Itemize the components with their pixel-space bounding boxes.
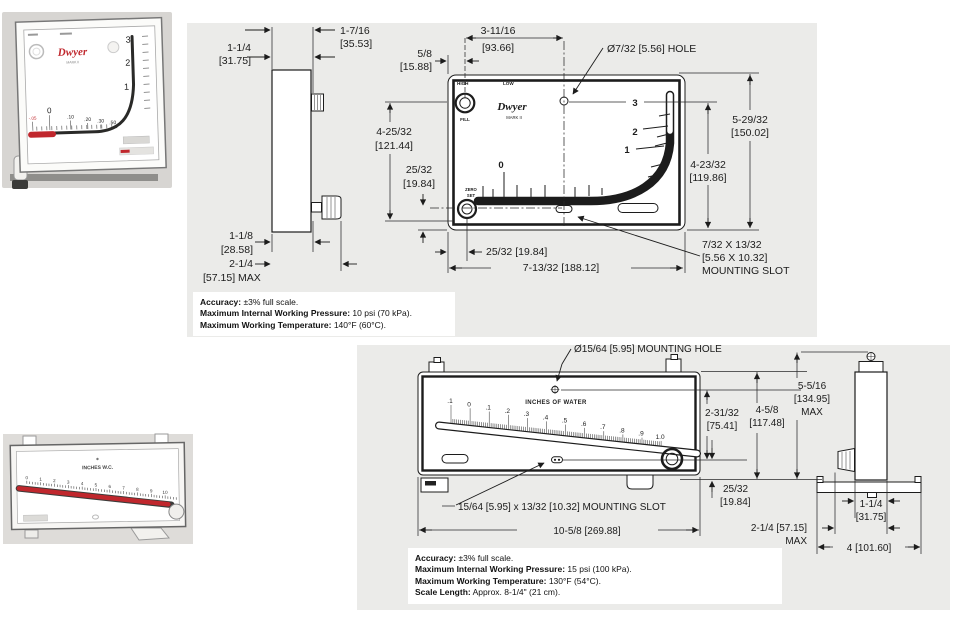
scale-label: 9 xyxy=(149,488,153,494)
scale-label: 8 xyxy=(136,486,139,492)
scale-label: 0 xyxy=(467,401,471,409)
svg-text:[19.84]: [19.84] xyxy=(402,178,436,190)
model-label: MARK II xyxy=(66,60,80,65)
scale-label: 0 xyxy=(46,106,52,116)
scale-label: .9 xyxy=(638,430,644,438)
scale-label: 4 xyxy=(80,481,84,487)
hole-callout: Ø15/64 [5.95] MOUNTING HOLE xyxy=(574,344,722,355)
svg-text:[28.58]: [28.58] xyxy=(220,244,253,256)
mounting-slot-2 xyxy=(618,204,658,213)
dim-total-height: 5-5/16 xyxy=(797,381,827,392)
svg-text:[93.66]: [93.66] xyxy=(481,42,515,54)
dim-scale-height: 2-31/32 xyxy=(705,408,739,419)
svg-text:[31.75]: [31.75] xyxy=(855,512,887,523)
svg-text:[15.88]: [15.88] xyxy=(399,61,432,73)
scale-label: 3 xyxy=(125,34,131,45)
dim-slot-offset: 25/32 xyxy=(723,484,749,495)
spec-temperature: Maximum Working Temperature: 140°F (60°C). xyxy=(200,319,386,330)
front-view xyxy=(418,355,747,493)
spec-label-strip xyxy=(123,136,149,144)
scale-label: .5 xyxy=(561,417,568,425)
scale-label: .7 xyxy=(600,424,606,432)
scale-label: 2 xyxy=(125,57,131,68)
high-port-label: HIGH xyxy=(457,81,469,86)
dim-depth-body: 1-1/8 xyxy=(229,230,253,242)
model-label: MARK II xyxy=(506,115,522,120)
mounting-slot xyxy=(552,457,563,463)
slot-callout-1: 7/32 X 13/32 xyxy=(702,239,762,251)
svg-text:MAX: MAX xyxy=(801,407,823,418)
svg-text:[57.15] MAX: [57.15] MAX xyxy=(203,272,261,284)
scale-label: .30 xyxy=(97,118,105,125)
specs-mark2 xyxy=(193,292,455,336)
dim-scale-height: 4-23/32 xyxy=(690,159,726,171)
svg-text:[117.48]: [117.48] xyxy=(749,418,785,429)
dim-hole-x: 3-11/16 xyxy=(480,25,516,37)
dim-total-width: 7-13/32 [188.12] xyxy=(522,262,600,274)
scale-label: 1 xyxy=(39,476,42,482)
spec-accuracy: Accuracy: ±3% full scale. xyxy=(200,297,299,307)
scale-0: 0 xyxy=(498,160,504,171)
scale-label: .6 xyxy=(580,420,587,428)
scale-label: -.05 xyxy=(28,115,37,121)
zero-set-port xyxy=(458,200,476,218)
base-bracket xyxy=(817,482,921,493)
dim-body-width: 1-1/4 xyxy=(859,499,883,510)
mount-tab xyxy=(429,362,444,372)
spec-pressure: Maximum Internal Working Pressure: 10 psi (70 kPa). xyxy=(200,308,412,319)
scale-label: .20 xyxy=(84,116,92,124)
zero-knob xyxy=(169,504,184,519)
mount-tab xyxy=(666,359,681,372)
mount-hole xyxy=(108,41,119,52)
scale-label: .3 xyxy=(523,411,530,419)
product-photo-inclined xyxy=(3,430,198,550)
scale-label: 6 xyxy=(108,483,112,490)
svg-text:[150.02]: [150.02] xyxy=(731,127,769,139)
scale-title: INCHES W.C. xyxy=(82,464,114,472)
scale-label: 10 xyxy=(162,489,168,495)
instrument-body xyxy=(16,18,167,173)
svg-text:[119.86]: [119.86] xyxy=(689,172,727,184)
mount-tab xyxy=(23,436,36,445)
spec-scale-length: Scale Length: Approx. 8-1/4" (21 cm). xyxy=(415,587,561,598)
svg-text:[134.95]: [134.95] xyxy=(793,394,831,405)
knob-foot xyxy=(12,180,28,189)
dim-height-mid: 4-25/32 xyxy=(376,126,412,138)
slot-callout-3: MOUNTING SLOT xyxy=(702,265,790,277)
zero-set-label-2: SET xyxy=(466,193,476,198)
mount-tab xyxy=(155,434,168,443)
foot-tab xyxy=(627,475,653,489)
hole-callout: Ø7/32 [5.56] HOLE xyxy=(607,43,697,55)
spec-accuracy: Accuracy: ±3% full scale. xyxy=(415,553,514,563)
spec-pressure: Maximum Internal Working Pressure: 15 psi (100 kPa). xyxy=(415,564,632,575)
spec-temperature: Maximum Working Temperature: 130°F (54°C). xyxy=(415,575,601,586)
dim-slot-height: 25/32 xyxy=(405,164,433,176)
dim-width-body: 1-1/4 xyxy=(227,42,251,54)
red-label-mark xyxy=(121,150,130,153)
scale-label: 1 xyxy=(123,81,130,92)
product-photo-mark2 xyxy=(2,10,177,195)
slot-callout: 15/64 [5.95] x 13/32 [10.32] MOUNTING SLOT xyxy=(458,502,666,513)
fill-port xyxy=(29,44,43,58)
mount-tab xyxy=(25,530,38,538)
fill-label: FILL xyxy=(460,117,470,122)
dim-fill-offset: 5/8 xyxy=(417,48,432,60)
scale-2: 2 xyxy=(632,127,638,138)
dim-total-width: 10-5/8 [269.88] xyxy=(553,526,621,537)
dim-base-width: 4 [101.60] xyxy=(846,543,892,554)
dim-case-height: 4-5/8 xyxy=(755,405,779,416)
dim-total-height: 5-29/32 xyxy=(732,114,768,126)
slot-window xyxy=(442,455,468,464)
scale-label: 5 xyxy=(94,482,98,488)
scale-label: .50 xyxy=(109,120,117,127)
brand-logo: Dwyer xyxy=(57,45,88,59)
specs-inclined xyxy=(408,548,782,604)
scale-label: 0 xyxy=(25,475,29,481)
brand-logo: Dwyer xyxy=(497,101,527,113)
scale-label: 2 xyxy=(53,478,56,484)
svg-text:MAX: MAX xyxy=(785,536,807,547)
scale-1: 1 xyxy=(624,145,630,156)
zero-adjust-knob xyxy=(322,196,341,219)
dim-depth-max: 2-1/4 [57.15] xyxy=(750,523,807,534)
low-port-label: LOW xyxy=(503,81,514,86)
scale-label: 7 xyxy=(122,485,125,491)
scale-label: .1 xyxy=(485,404,491,412)
scale-label: .1 xyxy=(447,398,453,405)
scale-title: INCHES OF WATER xyxy=(525,400,587,406)
scale-label: .2 xyxy=(504,407,511,415)
svg-text:[75.41]: [75.41] xyxy=(706,421,738,432)
scale-3: 3 xyxy=(632,98,638,109)
svg-text:[35.53]: [35.53] xyxy=(340,38,373,50)
instrument-body xyxy=(10,442,185,529)
svg-text:[19.84]: [19.84] xyxy=(720,497,751,508)
scale-label: .4 xyxy=(542,414,549,422)
scale-label: 3 xyxy=(66,479,70,485)
scale-label: .8 xyxy=(619,427,625,435)
scale-label: .10 xyxy=(66,114,75,121)
red-fluid xyxy=(31,134,53,135)
svg-text:[121.44]: [121.44] xyxy=(375,140,413,152)
slot-callout-2: [5.56 X 10.32] xyxy=(702,252,768,264)
dim-depth-max: 2-1/4 xyxy=(229,258,253,270)
scale-label: 1.0 xyxy=(655,433,665,441)
label-strip xyxy=(23,515,47,521)
dim-width-with-knob: 1-7/16 xyxy=(340,25,370,37)
zero-set-label-1: ZERO xyxy=(465,187,477,192)
svg-text:[31.75]: [31.75] xyxy=(218,55,251,67)
dim-slot-x: 25/32 [19.84] xyxy=(486,246,548,258)
instrument-base xyxy=(10,174,158,181)
